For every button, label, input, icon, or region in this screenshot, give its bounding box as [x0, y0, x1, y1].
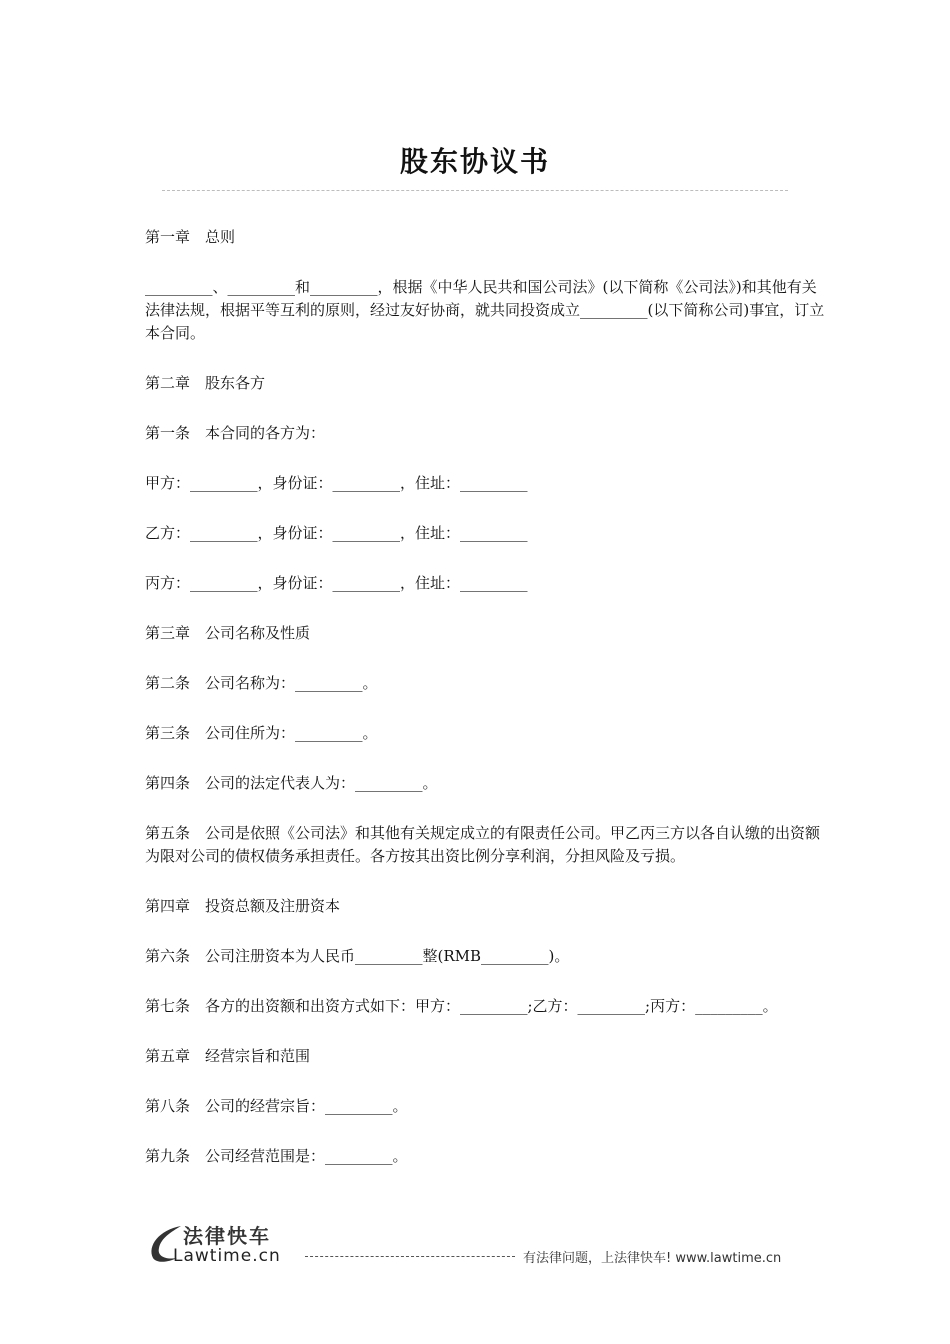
- party-line: 乙方：_________，身份证：_________，住址：_________: [145, 524, 528, 542]
- footer-divider: [305, 1256, 515, 1257]
- article: 第八条 公司的经营宗旨：_________。: [145, 1097, 408, 1115]
- document-title: 股东协议书: [399, 145, 550, 178]
- party-line: 甲方：_________，身份证：_________，住址：_________: [145, 474, 528, 492]
- chapter-heading: 第五章 经营宗旨和范围: [145, 1047, 311, 1065]
- chapter-heading: 第一章 总则: [145, 228, 236, 246]
- article: 第二条 公司名称为：_________。: [145, 674, 378, 692]
- article: 第九条 公司经营范围是：_________。: [145, 1147, 408, 1165]
- paragraph: _________、_________和_________，根据《中华人民共和国公司法》(以下简称《公司法》)和其他有关法律法规，根据平等互利的原则，经过友好协商，就共同投资成立_________(以下简称公司)事宜，订立本合同。: [145, 278, 825, 342]
- logo-text-en: Lawtime.cn: [173, 1246, 281, 1266]
- article: 第七条 各方的出资额和出资方式如下：甲方：_________;乙方：_________;丙方：_________。: [145, 997, 778, 1015]
- chapter-heading: 第四章 投资总额及注册资本: [145, 897, 341, 915]
- article: 第五条 公司是依照《公司法》和其他有关规定成立的有限责任公司。甲乙丙三方以各自认缴的出资额为限对公司的债权债务承担责任。各方按其出资比例分享利润，分担风险及亏损。: [145, 824, 821, 865]
- article: 第一条 本合同的各方为：: [145, 424, 326, 442]
- party-line: 丙方：_________，身份证：_________，住址：_________: [145, 574, 528, 592]
- article: 第三条 公司住所为：_________。: [145, 724, 378, 742]
- chapter-heading: 第三章 公司名称及性质: [145, 624, 311, 642]
- article: 第六条 公司注册资本为人民币_________整(RMB_________)。: [145, 947, 570, 965]
- logo-text-cn: 法律快车: [183, 1224, 271, 1248]
- article: 第四条 公司的法定代表人为：_________。: [145, 774, 438, 792]
- document-body: [145, 226, 825, 1195]
- page-footer: [145, 1220, 805, 1270]
- footer-slogan: 有法律问题，上法律快车! www.lawtime.cn: [523, 1251, 782, 1266]
- title-divider: [162, 190, 788, 191]
- chapter-heading: 第二章 股东各方: [145, 374, 266, 392]
